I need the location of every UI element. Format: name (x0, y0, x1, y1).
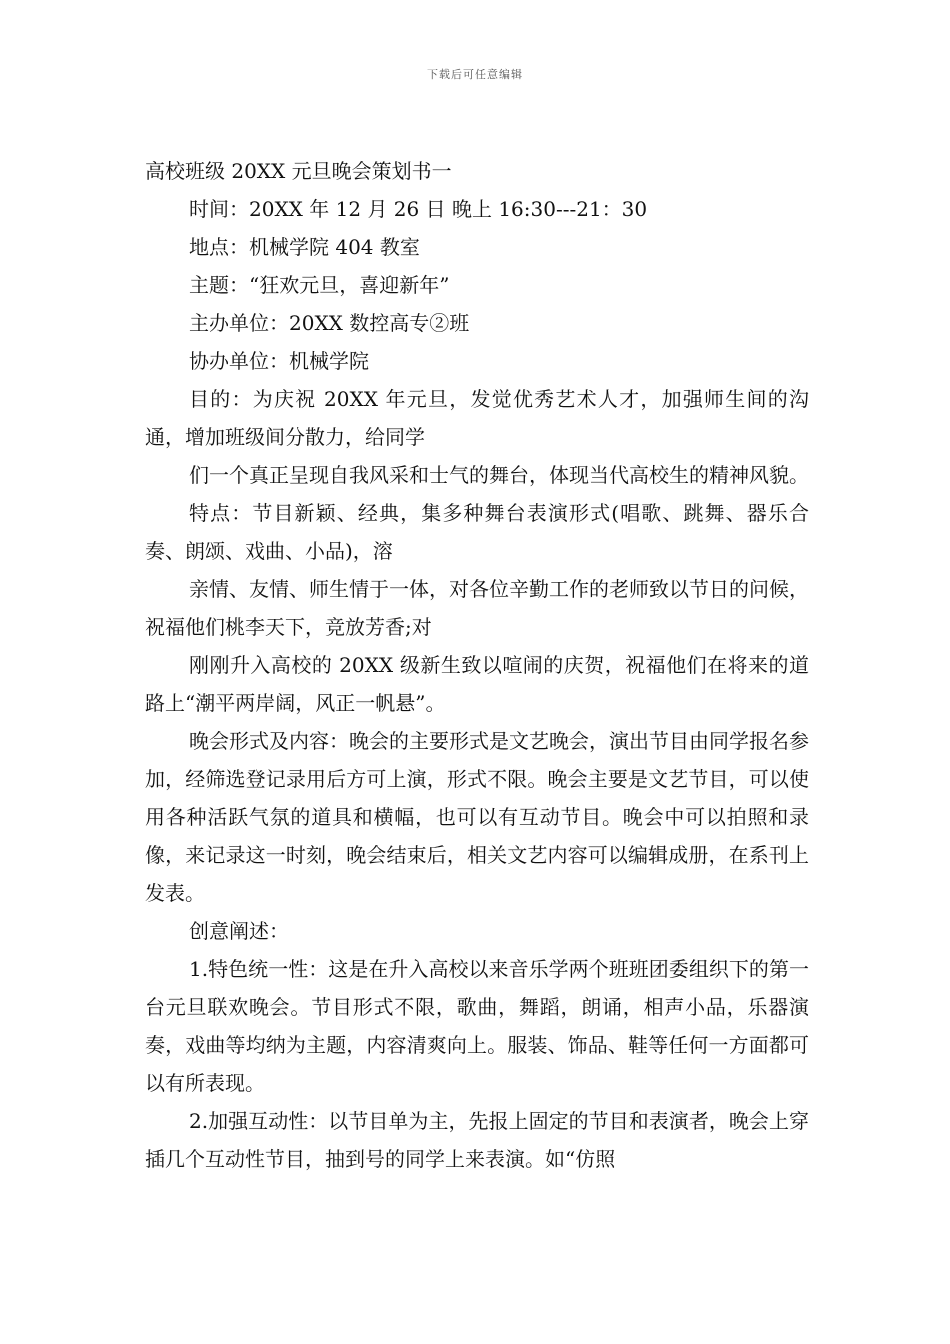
paragraph-features-cont2: 刚刚升入高校的 20XX 级新生致以喧闹的庆贺，祝福他们在将来的道路上“潮平两岸阔，风正一帆悬”。 (145, 653, 809, 715)
paragraph-theme: 主题：“狂欢元旦，喜迎新年” (189, 273, 450, 297)
document-title: 高校班级 20XX 元旦晚会策划书一 (145, 159, 452, 183)
paragraph-organizer: 主办单位：20XX 数控高专②班 (189, 311, 470, 335)
paragraph-co-organizer: 协办单位：机械学院 (189, 349, 369, 373)
paragraph-purpose-cont: 们一个真正呈现自我风采和士气的舞台，体现当代高校生的精神风貌。 (189, 463, 809, 487)
paragraph-format: 晚会形式及内容：晚会的主要形式是文艺晚会，演出节目由同学报名参加，经筛选登记录用后方可上演，形式不限。晚会主要是文艺节目，可以使用各种活跃气氛的道具和横幅，也可以有互动节目。晚会中可以拍照和录像，来记录这一时刻，晚会结束后，相关文艺内容可以编辑成册，在系刊上发表。 (145, 729, 809, 905)
paragraph-purpose: 目的：为庆祝 20XX 年元旦，发觉优秀艺术人才，加强师生间的沟通，增加班级间分散力，给同学 (145, 387, 809, 449)
paragraph-features: 特点：节目新颖、经典，集多种舞台表演形式(唱歌、跳舞、器乐合奏、朗颂、戏曲、小品)，溶 (145, 501, 809, 563)
paragraph-creative-1: 1.特色统一性：这是在升入高校以来音乐学两个班班团委组织下的第一台元旦联欢晚会。节目形式不限，歌曲，舞蹈，朗诵，相声小品，乐器演奏，戏曲等均纳为主题，内容清爽向上。服装、饰品、鞋等任何一方面都可以有所表现。 (145, 957, 809, 1095)
paragraph-creative-heading: 创意阐述： (189, 919, 289, 943)
paragraph-features-cont: 亲情、友情、师生情于一体，对各位辛勤工作的老师致以节日的问候，祝福他们桃李天下，竞放芳香;对 (145, 577, 809, 639)
paragraph-location: 地点：机械学院 404 教室 (189, 235, 420, 259)
paragraph-creative-2: 2.加强互动性：以节目单为主，先报上固定的节目和表演者，晚会上穿插几个互动性节目，抽到号的同学上来表演。如“仿照 (145, 1109, 809, 1171)
page-header: 下载后可任意编辑 (427, 68, 523, 81)
paragraph-time: 时间：20XX 年 12 月 26 日 晚上 16:30---21：30 (189, 197, 648, 221)
document-body (145, 152, 809, 1178)
